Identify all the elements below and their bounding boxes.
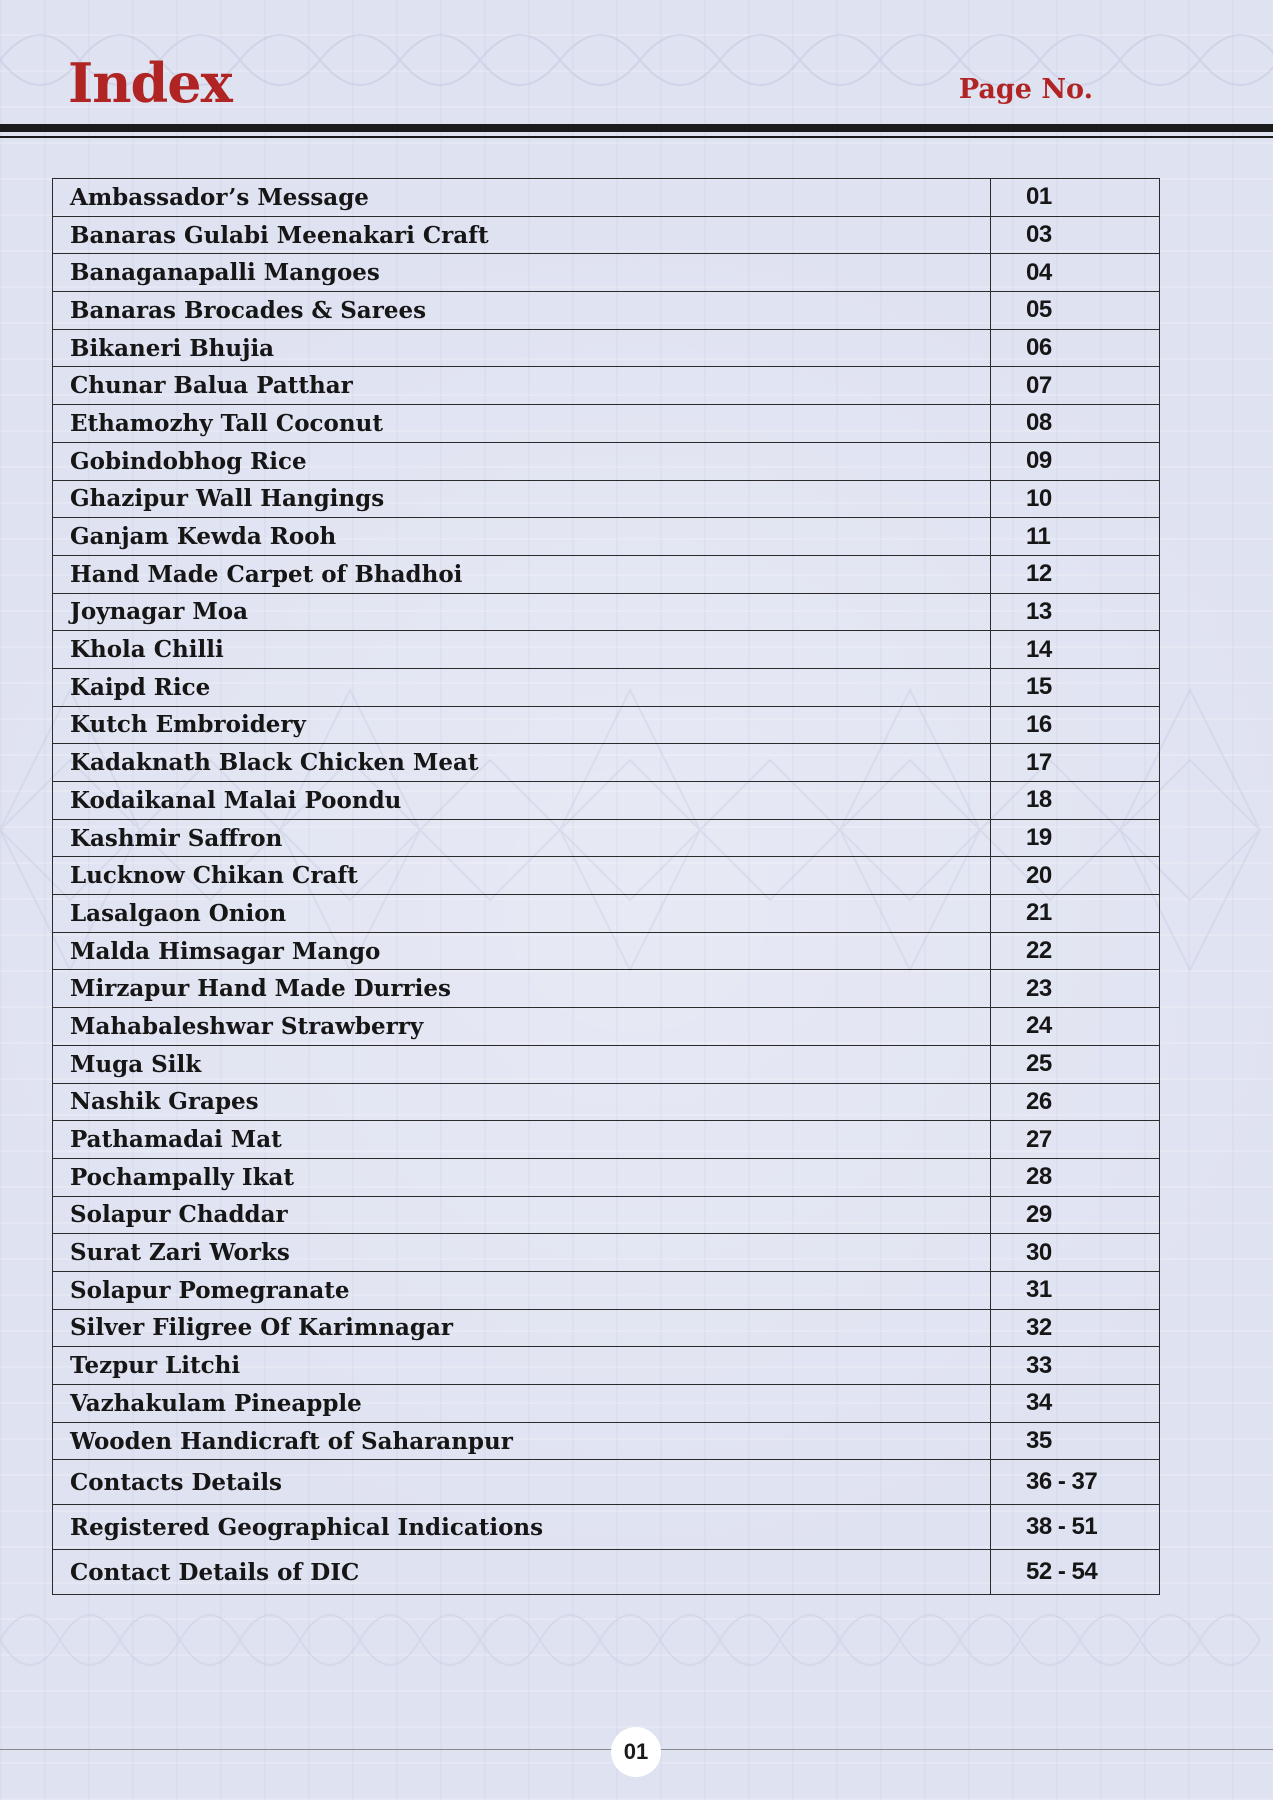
index-row: [53, 1309, 1160, 1347]
header-rule-thin: [0, 136, 1273, 138]
index-entry-page: 15: [991, 668, 1160, 706]
index-entry-title: Banaganapalli Mangoes: [53, 254, 991, 292]
index-entry-title: Banaras Brocades & Sarees: [53, 292, 991, 330]
index-row: [53, 857, 1160, 895]
index-row: [53, 1347, 1160, 1385]
index-row: [53, 1460, 1160, 1505]
index-entry-title: Solapur Chaddar: [53, 1196, 991, 1234]
index-row: [53, 329, 1160, 367]
index-row: [53, 706, 1160, 744]
index-entry-page: 34: [991, 1385, 1160, 1423]
index-row: [53, 442, 1160, 480]
index-entry-page: 22: [991, 932, 1160, 970]
index-row: [53, 1422, 1160, 1460]
index-entry-title: Mahabaleshwar Strawberry: [53, 1008, 991, 1046]
index-entry-title: Mirzapur Hand Made Durries: [53, 970, 991, 1008]
index-entry-page: 19: [991, 819, 1160, 857]
index-entry-page: 08: [991, 405, 1160, 443]
index-row: [53, 932, 1160, 970]
index-entry-title: Joynagar Moa: [53, 593, 991, 631]
index-row: [53, 518, 1160, 556]
index-entry-title: Muga Silk: [53, 1045, 991, 1083]
index-entry-title: Surat Zari Works: [53, 1234, 991, 1272]
index-row: [53, 819, 1160, 857]
index-entry-page: 12: [991, 555, 1160, 593]
index-entry-page: 09: [991, 442, 1160, 480]
index-entry-title: Kadaknath Black Chicken Meat: [53, 744, 991, 782]
index-entry-title: Gobindobhog Rice: [53, 442, 991, 480]
index-entry-title: Solapur Pomegranate: [53, 1271, 991, 1309]
index-row: [53, 1121, 1160, 1159]
index-row: [53, 179, 1160, 217]
index-entry-page: 21: [991, 895, 1160, 933]
page-title: Index: [68, 51, 232, 115]
index-entry-page: 24: [991, 1008, 1160, 1046]
index-entry-title: Khola Chilli: [53, 631, 991, 669]
index-row: [53, 1550, 1160, 1595]
index-entry-page: 29: [991, 1196, 1160, 1234]
index-row: [53, 668, 1160, 706]
index-entry-title: Bikaneri Bhujia: [53, 329, 991, 367]
index-entry-page: 23: [991, 970, 1160, 1008]
index-row: [53, 367, 1160, 405]
index-row: [53, 1083, 1160, 1121]
index-entry-title: Banaras Gulabi Meenakari Craft: [53, 216, 991, 254]
index-entry-title: Lasalgaon Onion: [53, 895, 991, 933]
index-entry-title: Malda Himsagar Mango: [53, 932, 991, 970]
index-row: [53, 593, 1160, 631]
index-row: [53, 744, 1160, 782]
index-entry-title: Kashmir Saffron: [53, 819, 991, 857]
index-entry-title: Ethamozhy Tall Coconut: [53, 405, 991, 443]
index-entry-page: 27: [991, 1121, 1160, 1159]
page-number-column-header: Page No.: [958, 74, 1093, 105]
index-entry-page: 05: [991, 292, 1160, 330]
index-entry-title: Kodaikanal Malai Poondu: [53, 782, 991, 820]
index-entry-title: Vazhakulam Pineapple: [53, 1385, 991, 1423]
index-entry-page: 52 - 54: [991, 1550, 1160, 1595]
index-row: [53, 555, 1160, 593]
index-entry-page: 33: [991, 1347, 1160, 1385]
index-entry-title: Registered Geographical Indications: [53, 1505, 991, 1550]
index-row: [53, 1234, 1160, 1272]
index-entry-page: 25: [991, 1045, 1160, 1083]
index-row: [53, 1505, 1160, 1550]
index-row: [53, 1271, 1160, 1309]
index-row: [53, 216, 1160, 254]
index-entry-page: 28: [991, 1158, 1160, 1196]
index-entry-page: 13: [991, 593, 1160, 631]
index-entry-title: Chunar Balua Patthar: [53, 367, 991, 405]
index-entry-title: Hand Made Carpet of Bhadhoi: [53, 555, 991, 593]
index-table-body: [53, 179, 1160, 1595]
index-entry-page: 26: [991, 1083, 1160, 1121]
index-entry-page: 36 - 37: [991, 1460, 1160, 1505]
index-entry-title: Lucknow Chikan Craft: [53, 857, 991, 895]
index-row: [53, 1196, 1160, 1234]
index-row: [53, 1385, 1160, 1423]
index-entry-title: Wooden Handicraft of Saharanpur: [53, 1422, 991, 1460]
index-entry-title: Contact Details of DIC: [53, 1550, 991, 1595]
index-entry-page: 10: [991, 480, 1160, 518]
index-entry-page: 20: [991, 857, 1160, 895]
index-entry-title: Ambassador’s Message: [53, 179, 991, 217]
index-row: [53, 970, 1160, 1008]
index-row: [53, 292, 1160, 330]
footer-page-number: 01: [611, 1727, 661, 1777]
index-row: [53, 405, 1160, 443]
index-entry-title: Kutch Embroidery: [53, 706, 991, 744]
index-entry-page: 18: [991, 782, 1160, 820]
header-rule-thick: [0, 124, 1273, 132]
index-entry-page: 38 - 51: [991, 1505, 1160, 1550]
index-entry-title: Nashik Grapes: [53, 1083, 991, 1121]
index-entry-title: Tezpur Litchi: [53, 1347, 991, 1385]
index-entry-page: 17: [991, 744, 1160, 782]
index-row: [53, 895, 1160, 933]
index-entry-page: 11: [991, 518, 1160, 556]
index-row: [53, 480, 1160, 518]
index-entry-page: 32: [991, 1309, 1160, 1347]
index-entry-page: 06: [991, 329, 1160, 367]
index-entry-title: Pathamadai Mat: [53, 1121, 991, 1159]
index-row: [53, 254, 1160, 292]
index-entry-title: Ghazipur Wall Hangings: [53, 480, 991, 518]
index-entry-title: Pochampally Ikat: [53, 1158, 991, 1196]
index-row: [53, 1008, 1160, 1046]
index-entry-page: 14: [991, 631, 1160, 669]
index-row: [53, 1045, 1160, 1083]
index-entry-title: Ganjam Kewda Rooh: [53, 518, 991, 556]
index-row: [53, 631, 1160, 669]
index-row: [53, 782, 1160, 820]
index-entry-page: 04: [991, 254, 1160, 292]
index-entry-title: Silver Filigree Of Karimnagar: [53, 1309, 991, 1347]
index-entry-page: 07: [991, 367, 1160, 405]
index-entry-page: 31: [991, 1271, 1160, 1309]
index-entry-page: 01: [991, 179, 1160, 217]
index-row: [53, 1158, 1160, 1196]
index-entry-page: 16: [991, 706, 1160, 744]
index-entry-title: Kaipd Rice: [53, 668, 991, 706]
index-entry-page: 35: [991, 1422, 1160, 1460]
index-entry-title: Contacts Details: [53, 1460, 991, 1505]
index-table: [52, 178, 1160, 1595]
index-entry-page: 03: [991, 216, 1160, 254]
index-entry-page: 30: [991, 1234, 1160, 1272]
